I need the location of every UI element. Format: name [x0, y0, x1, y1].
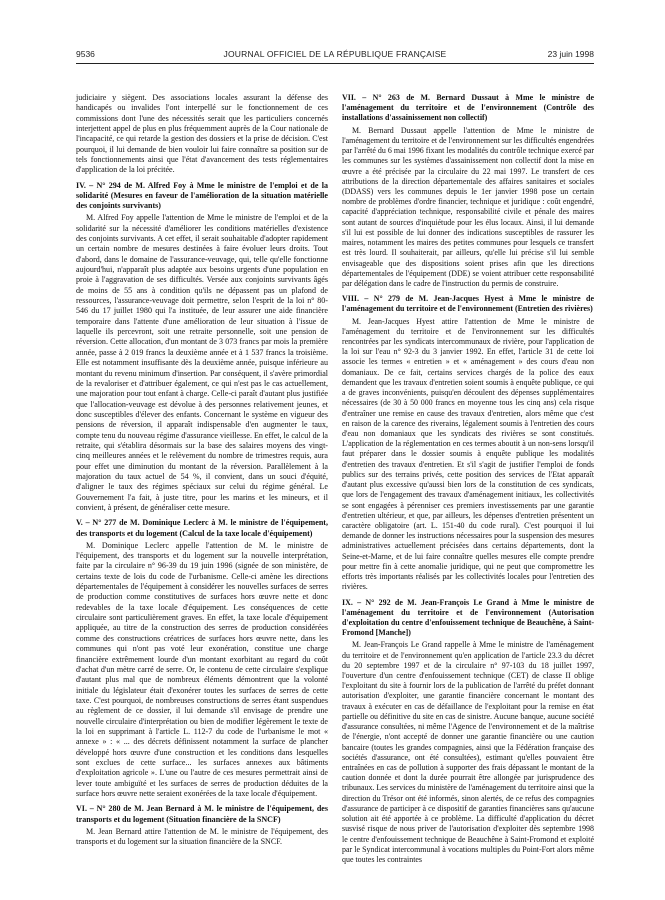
question-heading: VI. – N° 280 de M. Jean Bernard à M. le ministre de l'équipement, des transports et du logement (Situation financière de la SNCF) — [76, 804, 328, 824]
question-heading: VIII. – N° 279 de M. Jean-Jacques Hyest à Mme le ministre de l'aménagement du territoire et de l'environnement (Entretien des rivières) — [342, 294, 594, 314]
header-rule — [76, 63, 594, 64]
question-paragraph: M. Jean Bernard attire l'attention de M. le ministre de l'équipement, des transports et du logement sur la situation financière de la SNCF. — [76, 826, 328, 847]
question-heading: V. – N° 277 de M. Dominique Leclerc à M. le ministre de l'équipement, des transports et du logement (Calcul de la taxe locale d'équipement) — [76, 518, 328, 538]
journal-title: JOURNAL OFFICIEL DE LA RÉPUBLIQUE FRANÇAISE — [223, 49, 447, 59]
question-paragraph: M. Jean-François Le Grand rappelle à Mme le ministre de l'aménagement du territoire et de l'environnement qu'en application de l'article 23.3 du décret du 20 septembre 1997 et de la circulaire n° 97-103 du 18 juillet 1997, l'ouverture d'un centre d'enfouissement technique (CET) de classe II oblige l'exploitant du site à fournir lors de la publication de l'arrêté du préfet donnant autorisation d'exploiter, une garantie financière concernant le montant des travaux à exécuter en cas de défaillance de l'exploitant pour la remise en état partielle ou définitive du site en cas de sinistre. Aucune banque, aucune société d'assurance consultées, ni même l'Agence de l'environnement et de la maîtrise de l'énergie, n'ont accepté de donner une garantie financière ou une caution bancaire (toutes les grandes compagnies, ainsi que la Fédération française des sociétés d'assurance, ont été consultées), estimant qu'elles pouvaient être entraînées en cas de pollution à supporter des frais dépassant le montant de la caution donnée et dont la durée pourrait être allongée par jurisprudence des tribunaux. Les services du ministère de l'aménagement du territoire ainsi que la direction du Trésor ont été informés, sinon alertés, de ce refus des compagnies d'assurance de participer à ce dispositif de garanties financières sans qu'aucune solution ait été apportée à ce problème. La difficulté d'application du décret susvisé risque de nous priver de l'autorisation d'exploiter dès septembre 1998 le centre d'enfouissement technique de Beauchêne à Saint-Fromond et exploité par le Syndicat intercommunal à vocations multiples du Point-Fort alors même que toutes les contraintes — [342, 640, 594, 864]
page-header — [76, 49, 594, 61]
question-heading: VII. – N° 263 de M. Bernard Dussaut à Mme le ministre de l'aménagement du territoire et de l'environnement (Contrôle des installations d'assainissement non collectif) — [342, 93, 594, 123]
left-column — [76, 93, 328, 847]
question-heading: IX. – N° 292 de M. Jean-François Le Grand à Mme le ministre de l'aménagement du territoire et de l'environnement (Autorisation d'exploitation du centre d'enfouissement technique de Beauchêne, à Saint-Fromond [Manche]) — [342, 597, 594, 638]
question-paragraph: M. Bernard Dussaut appelle l'attention de Mme le ministre de l'aménagement du territoire et de l'environnement sur les difficultés engendrées par l'arrêté du 6 mai 1996 fixant les modalités du contrôle technique exercé par les communes sur les systèmes d'assainissement non collectif dont la mise en œuvre a été précisée par la circulaire du 22 mai 1997. Le transfert de ces attributions de la direction départementale des affaires sanitaires et sociales (DDASS) vers les communes depuis le 1er janvier 1998 pose un certain nombre de problèmes d'ordre financier, technique et juridique : coût engendré, capacité d'appréciation technique, responsabilité civile et pénale des maires sont autant de sources d'inquiétude pour les élus locaux. Ainsi, il lui demande s'il lui est possible de lui donner des indications susceptibles de rassurer les maires, notamment les maires des petites communes pour lesquels ce transfert est très lourd. Il souhaiterait, par ailleurs, qu'elle lui précise s'il lui semble envisageable que des dispositions soient prises afin que les directions départementales de l'équipement (DDE) se voient attribuer cette responsabilité par délégation dans le cadre de l'instruction du permis de construire. — [342, 125, 594, 288]
right-column — [342, 93, 594, 865]
question-paragraph: M. Jean-Jacques Hyest attire l'attention de Mme le ministre de l'aménagement du territoire et de l'environnement sur les difficultés rencontrées par les syndicats intercommunaux de rivière, pour l'application de la loi sur l'eau n° 92-3 du 3 janvier 1992. En effet, l'article 31 de cette loi associe les termes « entretien » et « aménagement » des cours d'eau non domaniaux. De ce fait, certains services chargés de la police des eaux demandent que les travaux d'entretien soient soumis à enquête publique, ce qui a de graves inconvénients, puisqu'en découlent des dépenses supplémentaires nécessaires (de 30 à 50 000 francs en moyenne tous les cinq ans) cela risque d'entraîner une remise en cause des travaux d'entretien, alors même que c'est en raison de la carence des riverains, légalement soumis à l'entretien des cours d'eau non domaniaux que les syndicats des rivières se sont constitués. L'application de la réglementation en ces termes aboutit à un non-sens lorsqu'il faut préparer dans le dossier soumis à enquête publique les modalités d'entretien des travaux d'entretien. Et s'il s'agit de justifier l'emploi de fonds publics sur des terrains privés, cette position des services de l'Etat apparaît d'autant plus excessive qu'aussi bien lors de la constitution de ces syndicats, que lors de l'engagement des travaux d'aménagement initiaux, les collectivités se sont engagées à pérenniser ces premiers investissements par une garantie d'entretien ultérieur, et que, par ailleurs, les dépenses d'entretien présentent un caractère obligatoire (art. L. 151-40 du code rural). C'est pourquoi il lui demande de donner les instructions nécessaires pour la suspension des mesures administratives actuellement précisées dans certains départements, dont la Seine-et-Marne, et de lui faire connaître quelles mesures elle compte prendre pour mettre fin à cette anomalie juridique, qui ne peut que compromettre les efforts très importants réalisés par les collectivités locales pour l'entretien des rivières. — [342, 316, 594, 592]
page-number: 9536 — [76, 49, 95, 59]
question-paragraph: judiciaire y siègent. Des associations locales assurant la défense des handicapés ou invalides l'ont interpellé sur le fonctionnement de ces commissions dont l'une des nécessités serait que les particuliers concernés interjettent appel de plus en plus fréquemment auprès de la Cour nationale de l'incapacité, ce qui retarde la gestion des dossiers et la prise de décision. C'est pourquoi, il lui demande de bien vouloir lui faire connaître sa position sur de tels fonctionnements ainsi que l'état d'avancement des tests réglementaires d'application de la loi précitée. — [76, 93, 328, 175]
question-heading: IV. – N° 294 de M. Alfred Foy à Mme le ministre de l'emploi et de la solidarité (Mesures en faveur de l'amélioration de la situation matérielle des conjoints survivants) — [76, 180, 328, 211]
question-paragraph: M. Alfred Foy appelle l'attention de Mme le ministre de l'emploi et de la solidarité sur la nécessité d'améliorer les conditions matérielles d'existence des conjoints survivants. A cet effet, il serait souhaitable d'adopter rapidement un certain nombre de mesures destinées à faire évoluer leurs droits. Tout d'abord, dans le domaine de l'assurance-veuvage, qui, telle qu'elle fonctionne aujourd'hui, n'apparaît plus adaptée aux besoins urgents d'une population en proie à l'aggravation de ses difficultés. Versée aux conjoints survivants âgés de moins de 55 ans à condition qu'ils ne dépassent pas un plafond de ressources, l'assurance-veuvage doit permettre, selon l'esprit de la loi n° 80-546 du 17 juillet 1980 qui l'a instituée, de leur assurer une aide financière temporaire dans l'attente d'une amélioration de leur situation à l'issue de laquelle ils percevront, soit une retraite personnelle, soit une pension de réversion. Cette allocation, d'un montant de 3 073 francs par mois la première année, passe à 2 019 francs la deuxième année et à 1 537 francs la troisième. Elle est notamment insuffisante dès la deuxième année, puisque inférieure au montant du revenu minimum d'insertion. Par conséquent, il s'avère primordial de la revaloriser et d'attribuer également, ce qui n'est pas le cas actuellement, une majoration pour tout enfant à charge. Celle-ci paraît d'autant plus justifiée que l'allocation-veuvage est dévolue à des personnes relativement jeunes, et donc susceptibles d'élever des enfants. Concernant le système en vigueur des pensions de réversion, il apparaît indispensable d'en augmenter le taux, compte tenu du nouveau régime d'assurance vieillesse. En effet, le calcul de la retraite, qui s'établira désormais sur la base des salaires moyens des vingt-cinq meilleures années et le relèvement du nombre de trimestres requis, aura pour effet une diminution du montant de la réversion. Parallèlement à la majoration du taux actuel de 54 %, il convient, dans un souci d'équité, d'aligner le taux des régimes spéciaux sur celui du régime général. Le Gouvernement l'a fait, à juste titre, pour les marins et les mineurs, et il convient, à présent, de généraliser cette mesure. — [76, 213, 328, 512]
question-paragraph: M. Dominique Leclerc appelle l'attention de M. le ministre de l'équipement, des transports et du logement sur la nouvelle interprétation, faite par la circulaire n° 96-39 du 19 juin 1996 (signée de son ministère, de certains texte de lois du code de l'urbanisme. Celle-ci amène les directions départementales de l'équipement à considérer les nouvelles surfaces de serres de production comme constitutives de surfaces hors œuvre nette et donc redevables de la taxe locale d'équipement. Les conséquences de cette circulaire sont particulièrement graves. En effet, la taxe locale d'équipement appliquée, au titre de la construction des serres de production considérées comme des constructions créatrices de surfaces hors œuvre nette, dans les communes qui n'ont pas voté leur exonération, constitue une charge financière extrêmement lourde d'un montant exorbitant au regard du coût d'achat d'un mètre carré de serre. Or, le contenu de cette circulaire s'explique d'autant plus mal que de nombreux éléments démontrent que la volonté initiale du législateur était d'exonérer toutes les surfaces de serres de cette taxe. C'est pourquoi, de nombreuses constructions de serres étant suspendues au règlement de ce dossier, il lui demande s'il envisage de prendre une nouvelle circulaire d'interprétation ou bien de modifier légèrement le texte de la loi en supprimant à l'article L. 112-7 du code de l'urbanisme le mot « annexe » : « ... des décrets définissent notamment la surface de plancher développé hors œuvre d'une construction et les conditions dans lesquelles sont exclues de cette surface... les surfaces annexes aux bâtiments d'exploitation agricole ». L'une ou l'autre de ces mesures permettrait ainsi de lever toute ambiguïté et les surfaces de serres de production déduites de la surface hors œuvre nette seraient exonérées de la taxe locale d'équipement. — [76, 540, 328, 798]
issue-date: 23 juin 1998 — [547, 49, 594, 59]
